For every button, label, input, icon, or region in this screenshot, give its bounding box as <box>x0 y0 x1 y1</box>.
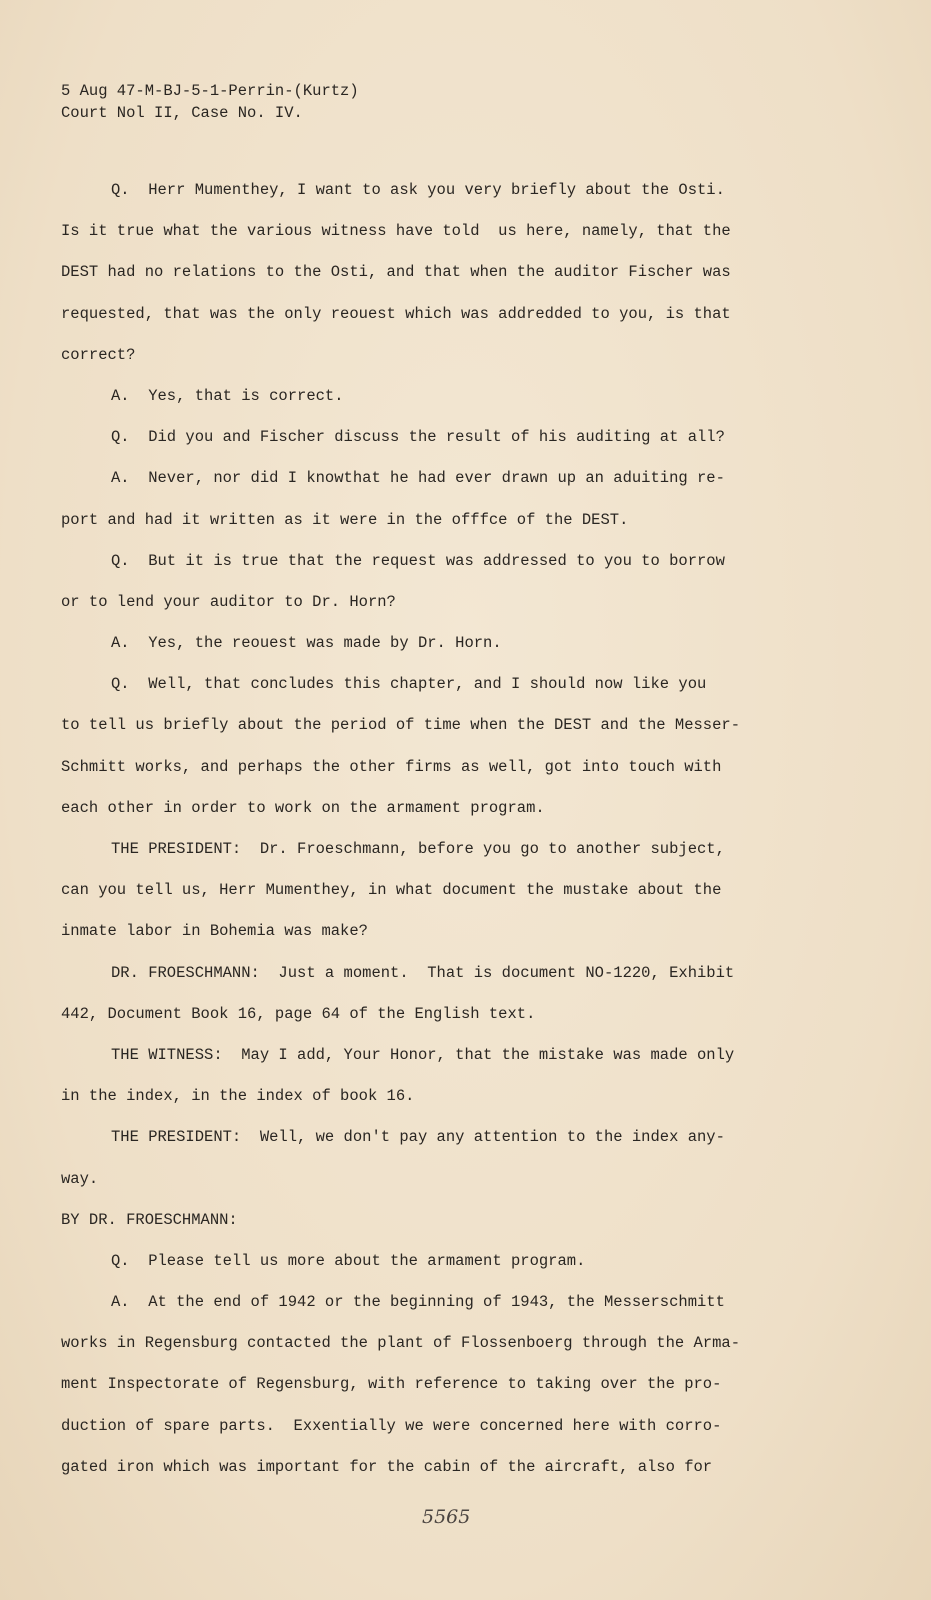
transcript-line: correct? <box>61 345 136 364</box>
transcript-line: Schmitt works, and perhaps the other firms as well, got into touch with <box>61 757 722 776</box>
transcript-line: Q. Please tell us more about the armament program. <box>111 1251 586 1270</box>
transcript-line: can you tell us, Herr Mumenthey, in what document the mustake about the <box>61 881 722 900</box>
transcript-line: ment Inspectorate of Regensburg, with reference to taking over the pro- <box>61 1375 722 1394</box>
header-line-2: Court Nol II, Case No. IV. <box>61 104 303 122</box>
page-number: 5565 <box>422 1506 471 1528</box>
transcript-line: duction of spare parts. Exxentially we were concerned here with corro- <box>61 1416 722 1435</box>
header-line-1: 5 Aug 47-M-BJ-5-1-Perrin-(Kurtz) <box>61 82 359 100</box>
transcript-line: to tell us briefly about the period of time when the DEST and the Messer- <box>61 716 741 735</box>
transcript-line: Q. Herr Mumenthey, I want to ask you very briefly about the Osti. <box>111 181 725 199</box>
transcript-line: Q. Well, that concludes this chapter, and I should now like you <box>111 675 707 694</box>
transcript-line: DEST had no relations to the Osti, and that when the auditor Fischer was <box>61 263 731 282</box>
transcript-line: inmate labor in Bohemia was make? <box>61 922 368 941</box>
transcript-line: THE WITNESS: May I add, Your Honor, that the mistake was made only <box>111 1045 735 1064</box>
transcript-line: Q. But it is true that the request was addressed to you to borrow <box>111 551 725 570</box>
transcript-line: requested, that was the only reouest which was addredded to you, is that <box>61 304 731 323</box>
transcript-line: THE PRESIDENT: Dr. Froeschmann, before you go to another subject, <box>111 840 725 858</box>
transcript-body <box>61 180 821 1498</box>
transcript-line: way. <box>61 1169 99 1188</box>
document-header <box>61 80 359 124</box>
transcript-line: or to lend your auditor to Dr. Horn? <box>61 592 396 611</box>
transcript-line: DR. FROESCHMANN: Just a moment. That is document NO-1220, Exhibit <box>111 963 735 982</box>
transcript-line: port and had it written as it were in the offfce of the DEST. <box>61 510 629 529</box>
transcript-line: 442, Document Book 16, page 64 of the English text. <box>61 1004 536 1023</box>
transcript-line: THE PRESIDENT: Well, we don't pay any attention to the index any- <box>111 1128 725 1147</box>
transcript-line: A. Yes, the reouest was made by Dr. Horn. <box>111 634 502 653</box>
transcript-line: in the index, in the index of book 16. <box>61 1087 415 1106</box>
transcript-line: A. Yes, that is correct. <box>111 386 344 405</box>
transcript-line: Is it true what the various witness have told us here, namely, that the <box>61 222 731 241</box>
transcript-line: each other in order to work on the armament program. <box>61 798 545 817</box>
transcript-line: gated iron which was important for the cabin of the aircraft, also for <box>61 1457 713 1476</box>
transcript-line: works in Regensburg contacted the plant of Flossenboerg through the Arma- <box>61 1334 741 1353</box>
transcript-line: A. Never, nor did I knowthat he had ever drawn up an aduiting re- <box>111 469 725 488</box>
transcript-line: BY DR. FROESCHMANN: <box>61 1210 238 1229</box>
transcript-line: Q. Did you and Fischer discuss the result of his auditing at all? <box>111 428 725 447</box>
transcript-line: A. At the end of 1942 or the beginning of 1943, the Messerschmitt <box>111 1293 725 1312</box>
